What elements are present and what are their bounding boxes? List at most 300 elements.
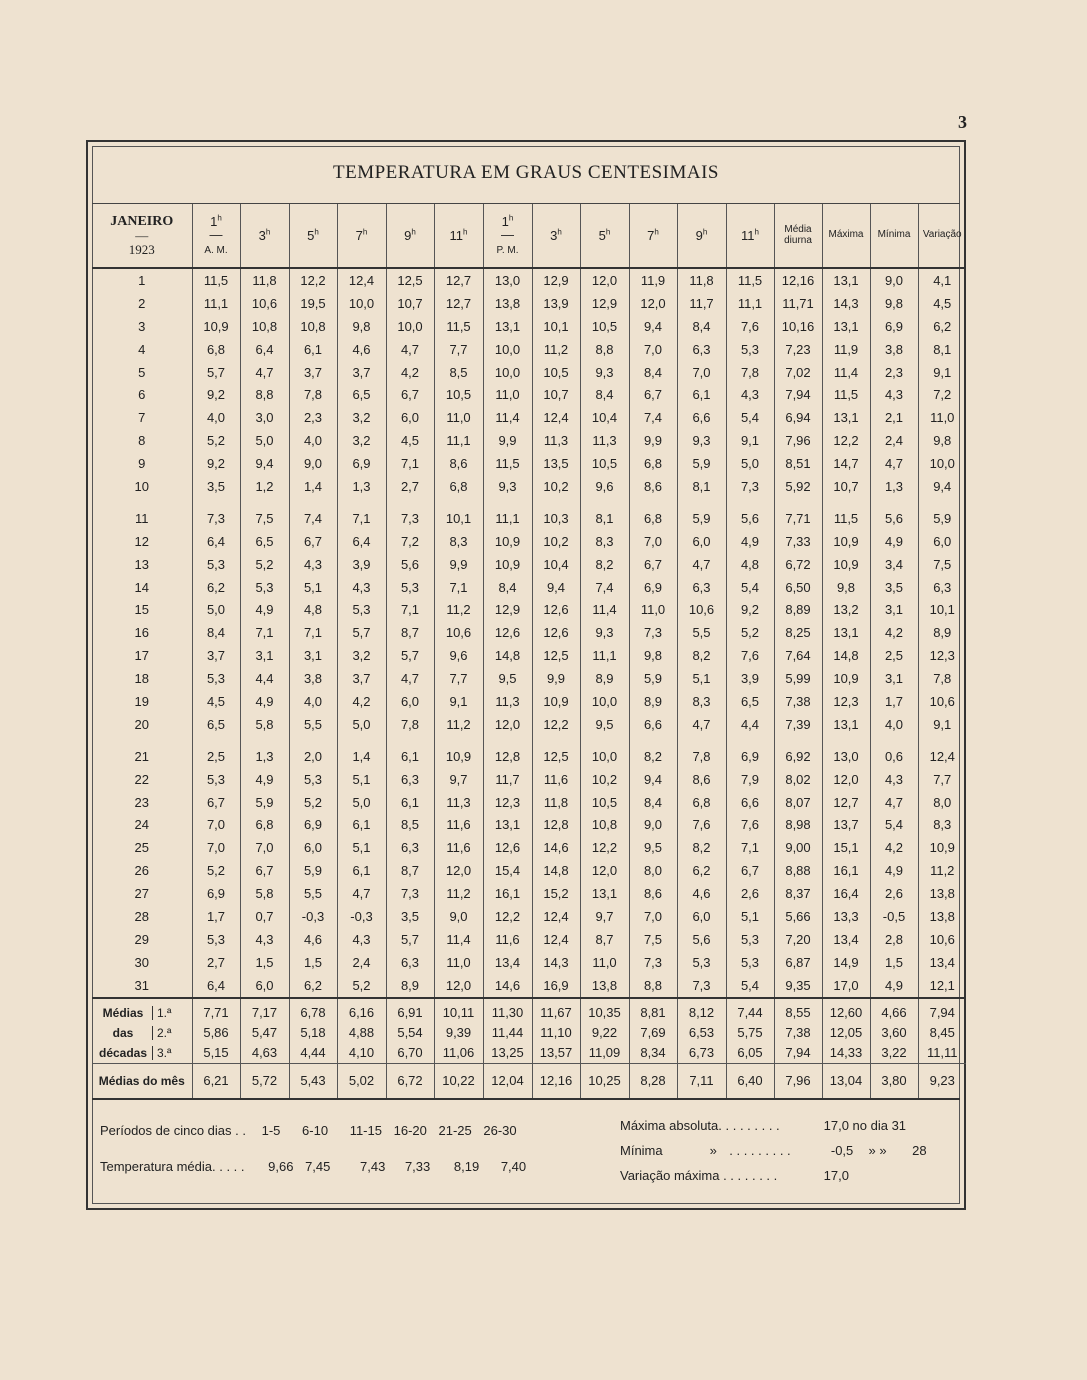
temperature-cell: 12,5 [532, 644, 580, 667]
temperature-cell: 7,96 [774, 429, 822, 452]
min-label: Mínima [620, 1143, 663, 1158]
decade-mean-value: 7,71 [192, 998, 240, 1023]
period-value: 21-25 [438, 1123, 472, 1138]
decade-mean-value: 8,12 [677, 998, 726, 1023]
temperature-cell: 11,1 [434, 429, 483, 452]
day-number: 21 [134, 748, 149, 764]
decade-mean-value: 5,15 [192, 1043, 240, 1064]
temperature-cell: 13,0 [483, 268, 532, 292]
temperature-cell: 7,8 [918, 667, 966, 690]
decade-mean-value: 4,88 [337, 1023, 386, 1043]
day-number: 13 [134, 556, 149, 572]
temperature-cell: 6,5 [337, 383, 386, 406]
temperature-cell: 9,0 [629, 813, 677, 836]
temperature-cell: 10,6 [677, 598, 726, 621]
temperature-cell: 8,9 [386, 974, 434, 998]
temperature-cell: 9,7 [580, 905, 629, 928]
temperature-cell: 7,8 [726, 361, 774, 384]
temperature-cell: 9,9 [532, 667, 580, 690]
table-row [92, 507, 966, 530]
temperature-cell: 12,2 [532, 713, 580, 736]
table-row [92, 713, 966, 736]
temperature-cell: 2,0 [289, 745, 337, 768]
temperature-cell: 12,6 [483, 621, 532, 644]
temperature-cell: 12,0 [580, 268, 629, 292]
temperature-cell: 3,0 [240, 406, 289, 429]
table-row [92, 928, 966, 951]
temperature-cell: 8,2 [677, 644, 726, 667]
temperature-cell: 4,7 [870, 452, 918, 475]
temperature-cell: 8,7 [386, 621, 434, 644]
temperature-cell: 10,6 [240, 292, 289, 315]
temperature-cell: 6,1 [677, 383, 726, 406]
temperature-cell: 10,6 [434, 621, 483, 644]
period-value: 11-15 [349, 1123, 382, 1138]
decade-mean-value: 7,38 [774, 1023, 822, 1043]
decade-mean-value: 4,10 [337, 1043, 386, 1064]
temperature-cell: 3,1 [240, 644, 289, 667]
temperature-cell: 7,5 [629, 928, 677, 951]
temperature-cell: 6,8 [677, 791, 726, 814]
temperature-cell: 7,8 [677, 745, 726, 768]
table-row [92, 644, 966, 667]
table-row [92, 690, 966, 713]
temp-mean-value: 7,40 [500, 1159, 527, 1174]
temperature-cell: 12,7 [434, 268, 483, 292]
month-mean-row [92, 1063, 966, 1098]
temperature-cell: 13,1 [483, 813, 532, 836]
temperature-cell: 12,4 [337, 268, 386, 292]
decade-mean-value: 12,05 [822, 1023, 870, 1043]
temperature-cell: 6,9 [337, 452, 386, 475]
temperature-cell: 6,5 [192, 713, 240, 736]
temperature-cell: 6,0 [386, 690, 434, 713]
decade-mean-value: 3,22 [870, 1043, 918, 1064]
temperature-cell: 6,5 [726, 690, 774, 713]
day-number: 15 [134, 602, 149, 618]
temperature-cell: 4,5 [386, 429, 434, 452]
temperature-cell: 7,1 [240, 621, 289, 644]
temperature-cell: 6,72 [774, 553, 822, 576]
temperature-cell: 13,4 [822, 928, 870, 951]
temperature-cell: 5,6 [870, 507, 918, 530]
month-mean-value: 12,04 [483, 1063, 532, 1098]
decade-means [92, 998, 966, 1064]
day-number: 25 [134, 840, 149, 856]
temperature-cell: 12,5 [386, 268, 434, 292]
gap-cell [337, 736, 386, 745]
decade-mean-value: 8,81 [629, 998, 677, 1023]
temperature-cell: 13,8 [483, 292, 532, 315]
hour-header [434, 204, 483, 268]
temperature-cell: 12,9 [532, 268, 580, 292]
min-day: 28 [912, 1143, 927, 1158]
temperature-cell: 9,0 [870, 268, 918, 292]
temperature-cell: 7,3 [726, 475, 774, 498]
temperature-cell: 4,3 [337, 576, 386, 599]
day-number: 28 [134, 908, 149, 924]
temperature-cell: 7,0 [240, 836, 289, 859]
temperature-cell: 12,6 [483, 836, 532, 859]
temperature-cell: 5,9 [240, 791, 289, 814]
temperature-cell: 6,2 [289, 974, 337, 998]
day-number: 17 [134, 648, 149, 664]
temperature-cell: 9,2 [192, 383, 240, 406]
temperature-cell: 5,6 [726, 507, 774, 530]
table-row [92, 974, 966, 998]
month-mean-value: 10,25 [580, 1063, 629, 1098]
decade-mean-value: 11,06 [434, 1043, 483, 1064]
temperature-cell: 15,4 [483, 859, 532, 882]
hour-label: 7$^h$ [355, 227, 368, 243]
temperature-cell: 5,5 [289, 713, 337, 736]
temperature-cell: 8,4 [580, 383, 629, 406]
month-mean-value: 7,11 [677, 1063, 726, 1098]
temperature-cell: 3,7 [192, 644, 240, 667]
table-row [92, 338, 966, 361]
hour-label: 9$^h$ [695, 227, 708, 243]
temperature-cell: 6,4 [240, 338, 289, 361]
temperature-cell: 10,7 [822, 475, 870, 498]
temperature-cell: 7,02 [774, 361, 822, 384]
temperature-cell: 3,7 [289, 361, 337, 384]
temperature-cell: 8,3 [580, 530, 629, 553]
temperature-cell: 11,5 [483, 452, 532, 475]
temperature-cell: 11,6 [434, 813, 483, 836]
temperature-cell: 2,6 [726, 882, 774, 905]
temperature-cell: 8,8 [629, 974, 677, 998]
hour-label: 7$^h$ [647, 227, 659, 243]
table-row [92, 836, 966, 859]
temperature-cell: 7,3 [629, 621, 677, 644]
temperature-cell: 11,0 [434, 406, 483, 429]
periods-row [100, 1123, 517, 1138]
gap-cell [92, 736, 192, 745]
decade-mean-label [92, 1043, 192, 1064]
temperature-cell: 3,5 [192, 475, 240, 498]
temperature-cell: 5,8 [240, 713, 289, 736]
temperature-cell: 1,2 [240, 475, 289, 498]
temperature-cell: 8,1 [677, 475, 726, 498]
minima-header [870, 204, 918, 268]
temp-mean-value: 7,43 [360, 1159, 386, 1174]
temperature-cell: 11,1 [192, 292, 240, 315]
temperature-cell: 12,1 [918, 974, 966, 998]
decade-mean-value: 5,47 [240, 1023, 289, 1043]
temperature-cell: 2,8 [870, 928, 918, 951]
temperature-cell: 9,00 [774, 836, 822, 859]
temperature-cell: 4,4 [726, 713, 774, 736]
hour-header [677, 204, 726, 268]
temperature-cell: 6,8 [192, 338, 240, 361]
temperature-cell: 10,8 [240, 315, 289, 338]
temperature-cell: 9,3 [677, 429, 726, 452]
temperature-cell: 12,2 [483, 905, 532, 928]
temperature-cell: 14,8 [483, 644, 532, 667]
temperature-cell: 11,5 [434, 315, 483, 338]
temperature-cell: 13,1 [822, 713, 870, 736]
temperature-cell: 5,1 [337, 768, 386, 791]
temperature-cell: 5,99 [774, 667, 822, 690]
temperature-cell: 4,4 [240, 667, 289, 690]
temperature-cell: 8,6 [629, 475, 677, 498]
temperature-cell: 1,4 [337, 745, 386, 768]
temperature-cell: 9,1 [726, 429, 774, 452]
gap-cell [483, 498, 532, 507]
hour-header [337, 204, 386, 268]
temperature-cell: 11,4 [822, 361, 870, 384]
temperature-cell: 8,51 [774, 452, 822, 475]
temperature-cell: 7,0 [192, 813, 240, 836]
decade-mean-value: 11,67 [532, 998, 580, 1023]
temperature-cell: 10,0 [580, 690, 629, 713]
hour-header [629, 204, 677, 268]
temperature-cell: 5,4 [726, 576, 774, 599]
gap-cell [240, 736, 289, 745]
max-absolute-label: Máxima absoluta. . . . . . . . . [620, 1118, 780, 1133]
temperature-cell: 4,7 [386, 338, 434, 361]
temperature-cell: 13,1 [822, 406, 870, 429]
temperature-cell: 10,2 [532, 475, 580, 498]
media-diurna-label: Média diurna [784, 224, 812, 246]
table-row [92, 621, 966, 644]
temperature-cell: 15,1 [822, 836, 870, 859]
decade-mean-value: 7,94 [774, 1043, 822, 1064]
periods-label: Períodos de cinco dias . . [100, 1123, 246, 1138]
decade-ordinal: 3.ª [152, 1046, 171, 1060]
table-row [92, 768, 966, 791]
temperature-cell: 13,7 [822, 813, 870, 836]
variacao-header [918, 204, 966, 268]
temperature-cell: 5,2 [192, 429, 240, 452]
temperature-cell: 10,9 [434, 745, 483, 768]
decade-mean-value: 10,35 [580, 998, 629, 1023]
temperature-cell: 5,3 [386, 576, 434, 599]
gap-cell [870, 498, 918, 507]
temperature-cell: 6,2 [918, 315, 966, 338]
temperature-cell: 6,94 [774, 406, 822, 429]
temperature-cell: 11,6 [483, 928, 532, 951]
minima-label: Mínima [877, 229, 911, 241]
temperature-cell: 11,8 [677, 268, 726, 292]
temperature-cell: 13,4 [918, 951, 966, 974]
temperature-cell: 9,5 [629, 836, 677, 859]
temperature-cell: 10,0 [337, 292, 386, 315]
temperature-cell: 7,71 [774, 507, 822, 530]
temperature-cell: 13,1 [483, 315, 532, 338]
temperature-cell: 12,6 [532, 621, 580, 644]
temperature-cell: 5,9 [677, 452, 726, 475]
gap-cell [870, 736, 918, 745]
month-mean-value: 13,04 [822, 1063, 870, 1098]
decade-mean-value: 12,60 [822, 998, 870, 1023]
gap-cell [289, 498, 337, 507]
temperature-cell: 4,5 [918, 292, 966, 315]
temperature-cell: 13,1 [822, 268, 870, 292]
temperature-cell: 6,7 [726, 859, 774, 882]
temperature-cell: 5,7 [192, 361, 240, 384]
hour-label: 1$^h$ [501, 213, 514, 229]
temperature-cell: 11,5 [726, 268, 774, 292]
temperature-cell: 14,8 [532, 859, 580, 882]
temperature-cell: 12,4 [532, 928, 580, 951]
temperature-cell: 4,9 [870, 859, 918, 882]
temperature-cell: 8,5 [434, 361, 483, 384]
table-row [92, 667, 966, 690]
temperature-cell: 5,2 [726, 621, 774, 644]
temperature-cell: 8,4 [192, 621, 240, 644]
temperature-cell: 10,9 [483, 530, 532, 553]
month-mean-value: 8,28 [629, 1063, 677, 1098]
temperature-cell: 1,3 [337, 475, 386, 498]
decade-mean-value: 14,33 [822, 1043, 870, 1064]
temperature-cell: 11,6 [532, 768, 580, 791]
temperature-cell: 5,3 [337, 598, 386, 621]
month-mean-value: 10,22 [434, 1063, 483, 1098]
month-mean-value: 6,40 [726, 1063, 774, 1098]
temperature-cell: 8,4 [629, 791, 677, 814]
gap-cell [434, 736, 483, 745]
gap-cell [92, 498, 192, 507]
temperature-cell: 2,1 [870, 406, 918, 429]
table-row [92, 813, 966, 836]
temperature-cell: 8,4 [629, 361, 677, 384]
decade-gap [92, 736, 966, 745]
temperature-cell: 2,3 [289, 406, 337, 429]
temperature-cell: 4,3 [870, 383, 918, 406]
temperature-cell: 16,1 [822, 859, 870, 882]
temperature-cell: 2,6 [870, 882, 918, 905]
temperature-cell: 7,39 [774, 713, 822, 736]
temperature-cell: 6,7 [289, 530, 337, 553]
temperature-cell: 6,6 [629, 713, 677, 736]
temperature-cell: 6,1 [289, 338, 337, 361]
gap-cell [822, 498, 870, 507]
temperature-cell: 13,8 [580, 974, 629, 998]
temperature-cell: 6,9 [289, 813, 337, 836]
day-number: 26 [134, 863, 149, 879]
temperature-cell: 2,5 [192, 745, 240, 768]
temperature-cell: 1,5 [870, 951, 918, 974]
temperature-cell: 7,33 [774, 530, 822, 553]
temperature-cell: 11,5 [822, 383, 870, 406]
temperature-cell: 6,2 [677, 859, 726, 882]
temperature-cell: 5,3 [726, 928, 774, 951]
temperature-cell: 4,3 [337, 928, 386, 951]
gap-cell [580, 736, 629, 745]
temperature-cell: 5,0 [192, 598, 240, 621]
gap-cell [726, 736, 774, 745]
temp-mean-value: 9,66 [268, 1159, 294, 1174]
period-value: 16-20 [393, 1123, 427, 1138]
temperature-cell: 5,9 [629, 667, 677, 690]
temperature-cell: 8,1 [580, 507, 629, 530]
month-mean-value: 7,96 [774, 1063, 822, 1098]
temperature-cell: 4,2 [337, 690, 386, 713]
temperature-cell: 10,9 [532, 690, 580, 713]
decade-mean-value: 11,44 [483, 1023, 532, 1043]
gap-cell [386, 498, 434, 507]
temperature-cell: 12,0 [822, 768, 870, 791]
day-number: 31 [134, 977, 149, 993]
temperature-cell: 5,3 [192, 667, 240, 690]
temperature-cell: 5,9 [289, 859, 337, 882]
temperature-cell: 7,5 [240, 507, 289, 530]
temperature-cell: 6,3 [386, 836, 434, 859]
temperature-cell: 3,7 [337, 361, 386, 384]
temperature-cell: 4,9 [240, 690, 289, 713]
temperature-cell: 5,3 [192, 768, 240, 791]
day-number: 18 [134, 671, 149, 687]
decade-mean-value: 8,45 [918, 1023, 966, 1043]
hour-label: 1$^h$ [210, 213, 222, 229]
temperature-cell: 8,07 [774, 791, 822, 814]
temperature-cell: 3,9 [726, 667, 774, 690]
temperature-cell: 9,7 [434, 768, 483, 791]
decade-mean-value: 7,69 [629, 1023, 677, 1043]
decade-mean-value: 4,66 [870, 998, 918, 1023]
temperature-cell: 7,0 [677, 361, 726, 384]
hour-label: 11$^h$ [449, 227, 468, 243]
decade-mean-value: 5,54 [386, 1023, 434, 1043]
temperature-cell: 14,6 [532, 836, 580, 859]
temperature-cell: 3,5 [386, 905, 434, 928]
temperature-cell: 6,7 [240, 859, 289, 882]
temperature-cell: 6,4 [192, 974, 240, 998]
temperature-cell: 10,9 [918, 836, 966, 859]
table-row [92, 576, 966, 599]
temperature-cell: 6,50 [774, 576, 822, 599]
temperature-cell: 9,9 [483, 429, 532, 452]
temperature-cell: 8,6 [629, 882, 677, 905]
temperature-cell: 8,0 [629, 859, 677, 882]
temperature-cell: 14,8 [822, 644, 870, 667]
temperature-cell: 8,98 [774, 813, 822, 836]
day-number: 12 [134, 533, 149, 549]
variation-max-row [620, 1168, 849, 1183]
temperature-cell: 7,1 [726, 836, 774, 859]
temperature-cell: 4,9 [240, 598, 289, 621]
temperature-cell: 4,2 [386, 361, 434, 384]
temperature-cell: 13,0 [822, 745, 870, 768]
gap-cell [629, 736, 677, 745]
period-value: 6-10 [302, 1123, 329, 1138]
temperature-cell: 9,1 [918, 713, 966, 736]
temperature-cell: 7,20 [774, 928, 822, 951]
temperature-cell: 8,3 [918, 813, 966, 836]
temperature-cell: 4,6 [337, 338, 386, 361]
day-number: 5 [138, 364, 146, 380]
temperature-cell: 6,1 [337, 813, 386, 836]
temperature-cell: 16,4 [822, 882, 870, 905]
day-number: 7 [138, 410, 146, 426]
temperature-cell: 10,1 [532, 315, 580, 338]
temperature-cell: 7,6 [726, 315, 774, 338]
temperature-cell: 8,1 [918, 338, 966, 361]
month-means [92, 1063, 966, 1098]
hour-header [240, 204, 289, 268]
month-mean-value: 5,43 [289, 1063, 337, 1098]
temperature-cell: 6,2 [192, 576, 240, 599]
temperature-cell: 6,6 [677, 406, 726, 429]
decade-mean-value: 7,44 [726, 998, 774, 1023]
temperature-cell: 14,9 [822, 951, 870, 974]
temperature-cell: 8,2 [677, 836, 726, 859]
decade-mean-value: 11,10 [532, 1023, 580, 1043]
temperature-cell: 7,2 [918, 383, 966, 406]
temperature-cell: 10,1 [434, 507, 483, 530]
decade-mean-label [92, 998, 192, 1023]
